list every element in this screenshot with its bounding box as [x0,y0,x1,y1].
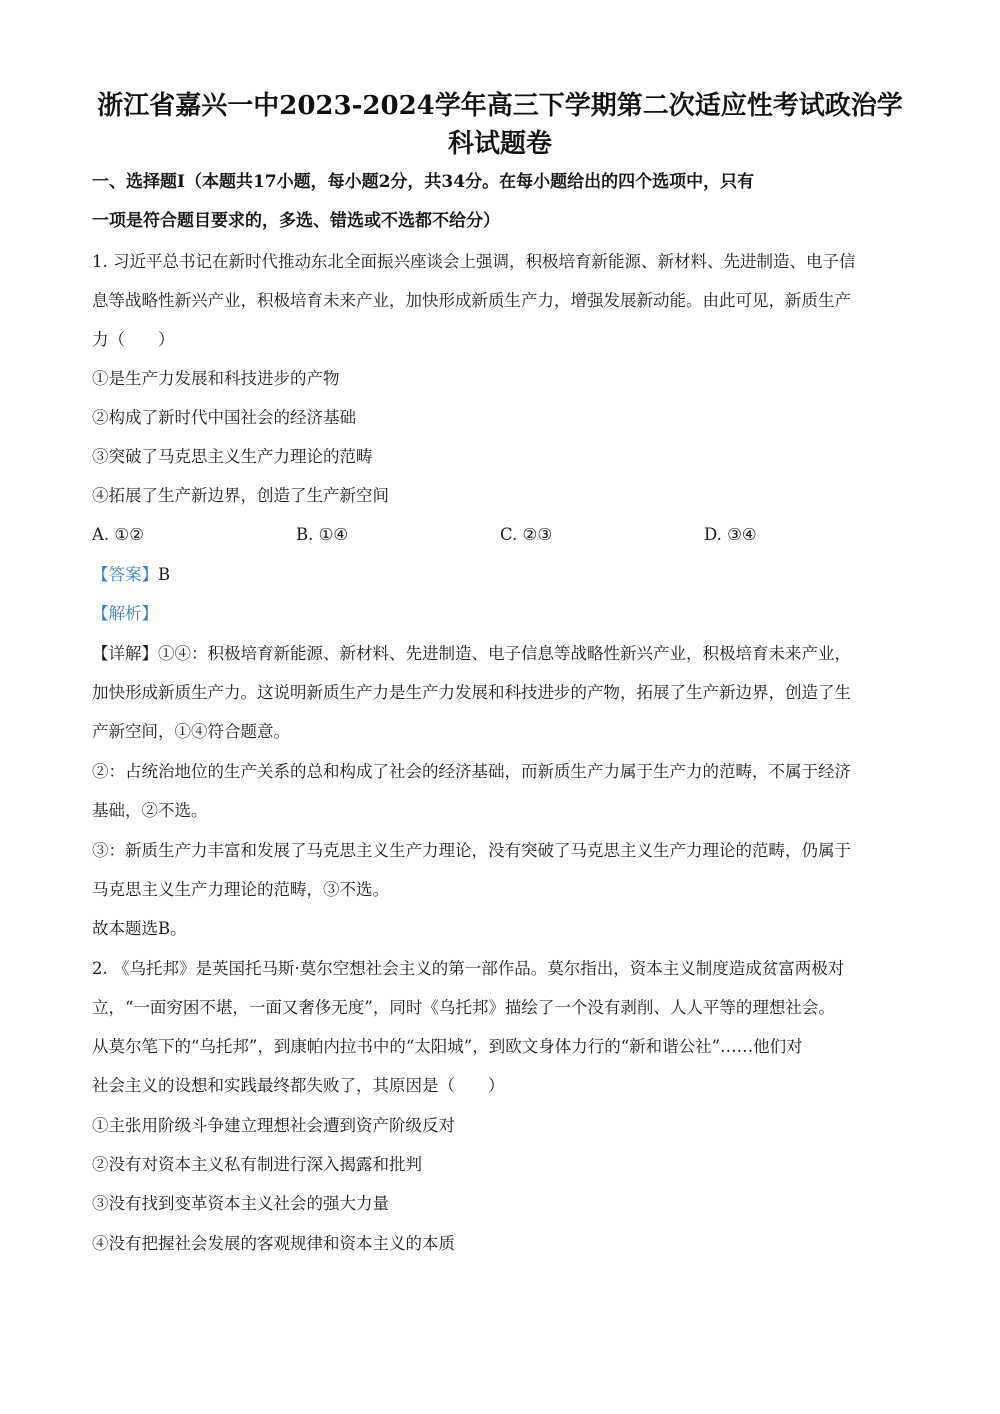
q1-option-b: B. ①④ [296,525,349,544]
q1-statement-3: ③突破了马克思主义生产力理论的范畴 [92,447,373,466]
q1-statement-2: ②构成了新时代中国社会的经济基础 [92,408,356,427]
q2-statement-4: ④没有把握社会发展的客观规律和资本主义的本质 [92,1234,455,1253]
section-heading-line1: 一、选择题Ⅰ（本题共17小题，每小题2分，共34分。在每小题给出的四个选项中，只有 [92,172,755,192]
q1-option-d: D. ③④ [704,525,757,544]
q1-statement-1: ①是生产力发展和科技进步的产物 [92,369,340,388]
q1-option-a: A. ①② [92,525,144,544]
q1-answer [92,563,170,587]
q2-statement-1: ①主张用阶级斗争建立理想社会遭到资产阶级反对 [92,1116,455,1135]
q1-detail-line7: 马克思主义生产力理论的范畴，③不选。 [92,880,389,899]
section-heading-line2: 一项是符合题目要求的，多选、错选或不选都不给分） [92,211,500,231]
q1-stem-line3: 力（ ） [92,330,175,349]
q2-stem-line4: 社会主义的设想和实践最终都失败了，其原因是（ ） [92,1076,505,1095]
q2-stem-line3: 从莫尔笔下的“乌托邦”，到康帕内拉书中的“太阳城”，到欧文身体力行的“新和谐公社”……他们对 [92,1037,803,1056]
q2-statement-2: ②没有对资本主义私有制进行深入揭露和批判 [92,1155,422,1174]
q1-detail-line1: 【详解】①④：积极培育新能源、新材料、先进制造、电子信息等战略性新兴产业，积极培育未来产业， [92,644,851,663]
q1-statement-4: ④拓展了生产新边界，创造了生产新空间 [92,486,389,505]
q1-analysis-tag: 【解析】 [92,604,158,623]
q1-detail-line4: ②：占统治地位的生产关系的总和构成了社会的经济基础，而新质生产力属于生产力的范畴，不属于经济 [92,762,851,781]
q1-conclusion: 故本题选B。 [92,919,187,938]
page-title-line1: 浙江省嘉兴一中2023-2024学年高三下学期第二次适应性考试政治学 [97,91,903,121]
q1-stem-line1: 1. 习近平总书记在新时代推动东北全面振兴座谈会上强调，积极培育新能源、新材料、先进制造、电子信 [92,252,856,271]
q2-stem-line2: 立，“一面穷困不堪，一面又奢侈无度”，同时《乌托邦》描绘了一个没有剥削、人人平等的理想社会。 [92,998,835,1017]
q1-detail-line6: ③：新质生产力丰富和发展了马克思主义生产力理论，没有突破了马克思主义生产力理论的范畴，仍属于 [92,841,851,860]
q1-stem-line2: 息等战略性新兴产业，积极培育未来产业，加快形成新质生产力，增强发展新动能。由此可见，新质生产 [92,291,851,310]
answer-value: B [158,565,171,584]
q2-stem-line1: 2. 《乌托邦》是英国托马斯·莫尔空想社会主义的第一部作品。莫尔指出，资本主义制度造成贫富两极对 [92,959,845,978]
answer-tag: 【答案】 [92,565,158,584]
q1-option-c: C. ②③ [500,525,553,544]
page-title-line2: 科试题卷 [447,129,552,159]
q1-detail-line5: 基础，②不选。 [92,801,208,820]
q1-detail-line3: 产新空间，①④符合题意。 [92,722,290,741]
q1-detail-line2: 加快形成新质生产力。这说明新质生产力是生产力发展和科技进步的产物，拓展了生产新边界，创造了生 [92,683,851,702]
q2-statement-3: ③没有找到变革资本主义社会的强大力量 [92,1194,389,1213]
